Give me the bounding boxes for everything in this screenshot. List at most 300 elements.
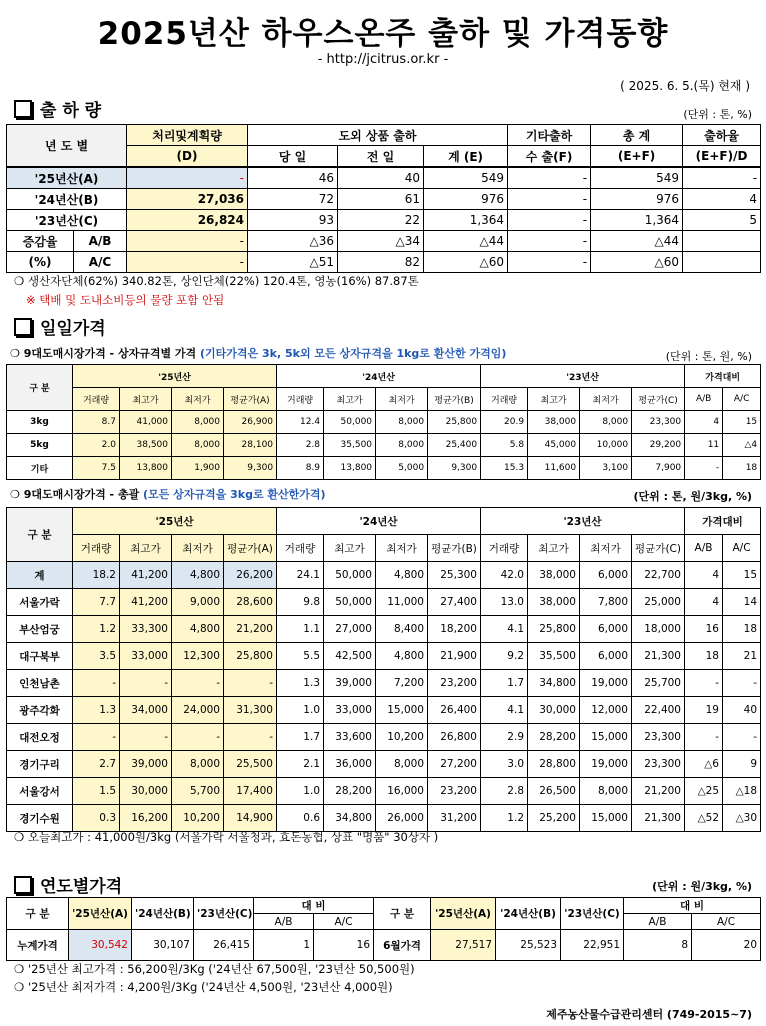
cell-value: 34,800 xyxy=(324,805,376,832)
cell-ac: 16 xyxy=(314,930,374,961)
cell-value: 25,300 xyxy=(428,562,481,589)
cell-total: △60 xyxy=(591,252,683,273)
cell-value: 19,000 xyxy=(580,670,632,697)
table-row xyxy=(7,589,761,616)
row-label: 서울가락 xyxy=(7,589,73,616)
cell-value: 50,000 xyxy=(324,411,376,434)
cell-value: 33,600 xyxy=(324,724,376,751)
cell-value: 11 xyxy=(685,434,723,457)
cell-value: 18.2 xyxy=(73,562,120,589)
row-label: 부산엄궁 xyxy=(7,616,73,643)
header-vol: 거래량 xyxy=(277,388,324,411)
cell-value: 1.7 xyxy=(481,670,528,697)
cell-export: - xyxy=(508,231,591,252)
header-min: 최저가 xyxy=(172,388,224,411)
header-avg: 평균가(B) xyxy=(428,388,481,411)
row-label: A/B xyxy=(74,231,127,252)
header-min: 최저가 xyxy=(172,535,224,562)
cell-value: 50,000 xyxy=(324,589,376,616)
row-label: 광주각화 xyxy=(7,697,73,724)
header-compare: 대 비 xyxy=(254,898,374,914)
table-row xyxy=(7,167,761,189)
cell-value: 8,000 xyxy=(376,751,428,778)
cell-value: 16,200 xyxy=(120,805,172,832)
row-label: 경기수원 xyxy=(7,805,73,832)
header-y23: '23년산 xyxy=(481,365,685,388)
cell-value: 24.1 xyxy=(277,562,324,589)
cell-value: 23,200 xyxy=(428,670,481,697)
row-label: 기타 xyxy=(7,457,73,480)
cell-value: 2.1 xyxy=(277,751,324,778)
cell-value: 9 xyxy=(723,751,761,778)
shipments-unit: (단위 : 톤, %) xyxy=(683,108,752,121)
table-row xyxy=(7,210,761,231)
cell-value: 1.3 xyxy=(73,697,120,724)
cell-value: 14 xyxy=(723,589,761,616)
header-ab: A/B xyxy=(254,914,314,930)
checkbox-square-icon xyxy=(14,318,32,336)
header-min: 최저가 xyxy=(580,388,632,411)
report-date: ( 2025. 6. 5.(목) 현재 ) xyxy=(620,79,750,93)
cell-b: 30,107 xyxy=(132,930,194,961)
cell-value: 4 xyxy=(685,589,723,616)
cell-value: 3.0 xyxy=(481,751,528,778)
cell-value: 25,700 xyxy=(632,670,685,697)
cell-sum: △60 xyxy=(424,252,508,273)
diff-label: 증감율 xyxy=(7,231,74,252)
table-row xyxy=(7,670,761,697)
table-row xyxy=(7,434,761,457)
header-max: 최고가 xyxy=(528,388,580,411)
daily-size-unit: (단위 : 톤, 원, %) xyxy=(665,350,752,363)
cell-value: 15,000 xyxy=(580,724,632,751)
cell-value: 7.5 xyxy=(73,457,120,480)
header-rate-sub: (E+F)/D xyxy=(683,146,761,168)
daily-note: ❍ 오늘최고가 : 41,000원/3kg (서울가락 서울청과, 효돈농협, 상표 "명품" 30상자 ) xyxy=(14,830,439,844)
cell-today: 93 xyxy=(248,210,338,231)
header-sum: 계 (E) xyxy=(424,146,508,168)
cell-value: - xyxy=(685,670,723,697)
header-y23: '23년산 xyxy=(481,508,685,535)
cell-sum: 549 xyxy=(424,167,508,189)
cell-c: 22,951 xyxy=(561,930,624,961)
row-label: 서울강서 xyxy=(7,778,73,805)
size-subtitle-note: (기타가격은 3k, 5k외 모든 상자규격을 1kg로 환산한 가격임) xyxy=(200,347,507,360)
cell-value: 5.5 xyxy=(277,643,324,670)
shipments-note: ❍ 생산자단체(62%) 340.82톤, 상인단체(22%) 120.4톤, 영농(16%) 87.87톤 xyxy=(14,274,419,288)
cell-value: 27,200 xyxy=(428,751,481,778)
header-gubun: 구 분 xyxy=(7,508,73,562)
header-min: 최저가 xyxy=(580,535,632,562)
cell-value: 1.1 xyxy=(277,616,324,643)
cell-value: 1.2 xyxy=(73,616,120,643)
cell-value: 13,800 xyxy=(120,457,172,480)
cell-prev: △34 xyxy=(338,231,424,252)
cell-value: 27,000 xyxy=(324,616,376,643)
cell-value: 15.3 xyxy=(481,457,528,480)
row-label: 대전오정 xyxy=(7,724,73,751)
cell-ab: 8 xyxy=(624,930,692,961)
header-a: '25년산(A) xyxy=(431,898,496,930)
cell-value: 26,900 xyxy=(224,411,277,434)
cell-value: 28,200 xyxy=(324,778,376,805)
cell-value: 39,000 xyxy=(120,751,172,778)
cell-value: 23,300 xyxy=(632,411,685,434)
cell-value: 6,000 xyxy=(580,562,632,589)
cell-value: 4.1 xyxy=(481,697,528,724)
cell-a: 30,542 xyxy=(69,930,132,961)
cell-value: 33,000 xyxy=(120,643,172,670)
table-row xyxy=(7,778,761,805)
cell-value: 21,200 xyxy=(632,778,685,805)
row-label: 3kg xyxy=(7,411,73,434)
cell-value: 11,600 xyxy=(528,457,580,480)
shipments-title-text: 출 하 량 xyxy=(40,101,102,121)
cell-value: 8,000 xyxy=(376,434,428,457)
cell-value: 23,300 xyxy=(632,724,685,751)
cell-plan: - xyxy=(127,231,248,252)
cell-value: 4 xyxy=(685,562,723,589)
header-total: 총 계 xyxy=(591,125,683,146)
diff-pct: (%) xyxy=(7,252,74,273)
table-row xyxy=(7,643,761,670)
cell-value: 16 xyxy=(685,616,723,643)
header-compare: 대 비 xyxy=(624,898,761,914)
table-row xyxy=(7,457,761,480)
cell-value: 12.4 xyxy=(277,411,324,434)
cell-value: 38,500 xyxy=(120,434,172,457)
yearly-note-min: ❍ '25년산 최저가격 : 4,200원/3Kg ('24년산 4,500원, '23년산 4,000원) xyxy=(14,980,393,994)
cell-value: 2.7 xyxy=(73,751,120,778)
cell-value: 23,200 xyxy=(428,778,481,805)
daily-market-subtitle xyxy=(10,486,326,502)
cell-value: 11,000 xyxy=(376,589,428,616)
cell-value: △25 xyxy=(685,778,723,805)
header-total-sub: (E+F) xyxy=(591,146,683,168)
header-min: 최저가 xyxy=(376,388,428,411)
table-row xyxy=(7,616,761,643)
cell-value: 8,000 xyxy=(172,411,224,434)
cell-value: 22,400 xyxy=(632,697,685,724)
size-price-table xyxy=(6,364,761,480)
shipments-warning: ※ 택배 및 도내소비등의 물량 포함 안됨 xyxy=(26,293,225,307)
header-today: 당 일 xyxy=(248,146,338,168)
cell-c: 26,415 xyxy=(194,930,254,961)
header-c: '23년산(C) xyxy=(561,898,624,930)
row-label: 대구북부 xyxy=(7,643,73,670)
cell-value: 29,200 xyxy=(632,434,685,457)
cell-value: 5,700 xyxy=(172,778,224,805)
daily-size-subtitle xyxy=(10,345,506,361)
cell-value: 1.5 xyxy=(73,778,120,805)
checkbox-square-icon xyxy=(14,876,32,894)
yearly-note-max: ❍ '25년산 최고가격 : 56,200원/3Kg ('24년산 67,500원, '23년산 50,500원) xyxy=(14,962,415,976)
header-a: '25년산(A) xyxy=(69,898,132,930)
table-row xyxy=(7,724,761,751)
yearly-price-table xyxy=(6,897,761,961)
cell-value: 28,600 xyxy=(224,589,277,616)
cell-a: 27,517 xyxy=(431,930,496,961)
cell-value: - xyxy=(224,724,277,751)
cell-value: 40 xyxy=(723,697,761,724)
cell-rate: 5 xyxy=(683,210,761,231)
cell-value: 50,000 xyxy=(324,562,376,589)
shipments-table xyxy=(6,124,761,273)
header-max: 최고가 xyxy=(120,388,172,411)
cell-value: 21 xyxy=(723,643,761,670)
row-label: '25년산(A) xyxy=(7,167,127,189)
header-compare: 가격대비 xyxy=(685,365,761,388)
header-gubun: 구 분 xyxy=(374,898,431,930)
header-y25: '25년산 xyxy=(73,365,277,388)
cell-total: 549 xyxy=(591,167,683,189)
cell-value: - xyxy=(723,670,761,697)
cell-value: 26,500 xyxy=(528,778,580,805)
cell-value: 3,100 xyxy=(580,457,632,480)
cell-value: 33,000 xyxy=(324,697,376,724)
header-max: 최고가 xyxy=(120,535,172,562)
cell-value: △52 xyxy=(685,805,723,832)
header-ac: A/C xyxy=(723,535,761,562)
market-subtitle-note: (모든 상자규격을 3kg로 환산한가격) xyxy=(143,488,326,501)
cell-value: 9,300 xyxy=(428,457,481,480)
cell-value: 31,200 xyxy=(428,805,481,832)
header-b: '24년산(B) xyxy=(132,898,194,930)
cell-value: 17,400 xyxy=(224,778,277,805)
cell-value: - xyxy=(723,724,761,751)
cell-value: 18 xyxy=(723,616,761,643)
cell-export: - xyxy=(508,252,591,273)
cell-value: 23,300 xyxy=(632,751,685,778)
cell-value: 0.3 xyxy=(73,805,120,832)
cell-value: 9,300 xyxy=(224,457,277,480)
cell-value: - xyxy=(120,670,172,697)
cell-value: - xyxy=(172,724,224,751)
cell-rate: - xyxy=(683,167,761,189)
cell-value: 25,000 xyxy=(632,589,685,616)
cell-value: 39,000 xyxy=(324,670,376,697)
header-y25: '25년산 xyxy=(73,508,277,535)
cell-rate xyxy=(683,252,761,273)
header-ab: A/B xyxy=(685,535,723,562)
cell-value: 8.9 xyxy=(277,457,324,480)
header-min: 최저가 xyxy=(376,535,428,562)
cell-value: 45,000 xyxy=(528,434,580,457)
size-subtitle-text: ❍ 9대도매시장가격 - 상자규격별 가격 xyxy=(10,347,197,360)
table-row xyxy=(7,252,761,273)
cell-value: 26,400 xyxy=(428,697,481,724)
cell-value: - xyxy=(120,724,172,751)
daily-market-unit: (단위 : 톤, 원/3kg, %) xyxy=(633,490,752,503)
cell-value: 38,000 xyxy=(528,589,580,616)
row-label: 5kg xyxy=(7,434,73,457)
cell-value: 25,800 xyxy=(428,411,481,434)
cell-value: 15,000 xyxy=(580,805,632,832)
cell-value: 18,000 xyxy=(632,616,685,643)
table-row xyxy=(7,562,761,589)
cell-value: - xyxy=(685,457,723,480)
cell-value: 6,000 xyxy=(580,616,632,643)
shipments-section-title xyxy=(14,96,101,121)
cell-value: 21,200 xyxy=(224,616,277,643)
cell-value: 16,000 xyxy=(376,778,428,805)
cell-value: 2.9 xyxy=(481,724,528,751)
header-gubun: 구 분 xyxy=(7,898,69,930)
cell-value: 38,000 xyxy=(528,562,580,589)
cell-value: 3.5 xyxy=(73,643,120,670)
cell-plan: - xyxy=(127,252,248,273)
cell-value: 36,000 xyxy=(324,751,376,778)
cell-value: 35,500 xyxy=(528,643,580,670)
page-title: 2025년산 하우스온주 출하 및 가격동향 xyxy=(97,16,669,52)
cell-value: 20.9 xyxy=(481,411,528,434)
header-max: 최고가 xyxy=(324,388,376,411)
header-vol: 거래량 xyxy=(73,535,120,562)
cell-today: △36 xyxy=(248,231,338,252)
cell-value: 4.1 xyxy=(481,616,528,643)
cell-value: 26,800 xyxy=(428,724,481,751)
footer-org: 제주농산물수급관리센터 (749-2015~7) xyxy=(546,1008,752,1021)
cell-value: 8,000 xyxy=(172,751,224,778)
header-plan-sub: (D) xyxy=(127,146,248,168)
cell-value: 15 xyxy=(723,411,761,434)
row-label: A/C xyxy=(74,252,127,273)
cell-value: 5,000 xyxy=(376,457,428,480)
cell-value: 9.2 xyxy=(481,643,528,670)
cell-ac: 20 xyxy=(692,930,761,961)
cell-value: 1.3 xyxy=(277,670,324,697)
cell-sum: △44 xyxy=(424,231,508,252)
header-y24: '24년산 xyxy=(277,508,481,535)
header-outer: 도외 상품 출하 xyxy=(248,125,508,146)
cell-value: △4 xyxy=(723,434,761,457)
cell-prev: 40 xyxy=(338,167,424,189)
cell-value: 34,000 xyxy=(120,697,172,724)
cell-value: 12,000 xyxy=(580,697,632,724)
table-row xyxy=(7,231,761,252)
row-label: 계 xyxy=(7,562,73,589)
cell-value: - xyxy=(224,670,277,697)
header-vol: 거래량 xyxy=(481,388,528,411)
cell-value: 41,200 xyxy=(120,589,172,616)
header-avg: 평균가(C) xyxy=(632,535,685,562)
cell-prev: 82 xyxy=(338,252,424,273)
cell-value: 2.0 xyxy=(73,434,120,457)
cell-value: 9,000 xyxy=(172,589,224,616)
cell-value: 9.8 xyxy=(277,589,324,616)
row-label-cumulative: 누계가격 xyxy=(7,930,69,961)
daily-title-text: 일일가격 xyxy=(40,319,106,339)
cell-value: 8,400 xyxy=(376,616,428,643)
table-row xyxy=(7,930,761,961)
cell-value: 31,300 xyxy=(224,697,277,724)
cell-value: 19,000 xyxy=(580,751,632,778)
header-export: 수 출(F) xyxy=(508,146,591,168)
cell-value: 33,300 xyxy=(120,616,172,643)
cell-value: 30,000 xyxy=(528,697,580,724)
cell-b: 25,523 xyxy=(496,930,561,961)
cell-value: 7,200 xyxy=(376,670,428,697)
row-label: '24년산(B) xyxy=(7,189,127,210)
cell-value: 4,800 xyxy=(172,616,224,643)
header-max: 최고가 xyxy=(324,535,376,562)
table-row xyxy=(7,805,761,832)
table-row xyxy=(7,751,761,778)
cell-value: 25,400 xyxy=(428,434,481,457)
cell-value: 25,500 xyxy=(224,751,277,778)
cell-value: 26,000 xyxy=(376,805,428,832)
cell-value: 19 xyxy=(685,697,723,724)
header-other: 기타출하 xyxy=(508,125,591,146)
cell-export: - xyxy=(508,167,591,189)
row-label-month: 6월가격 xyxy=(374,930,431,961)
cell-plan: 26,824 xyxy=(127,210,248,231)
cell-value: 18,200 xyxy=(428,616,481,643)
row-label: 인천남촌 xyxy=(7,670,73,697)
cell-prev: 61 xyxy=(338,189,424,210)
header-ac: A/C xyxy=(692,914,761,930)
cell-value: 13.0 xyxy=(481,589,528,616)
header-avg: 평균가(C) xyxy=(632,388,685,411)
header-avg: 평균가(B) xyxy=(428,535,481,562)
cell-ab: 1 xyxy=(254,930,314,961)
cell-rate: 4 xyxy=(683,189,761,210)
cell-value: 0.6 xyxy=(277,805,324,832)
table-row xyxy=(7,189,761,210)
market-price-table xyxy=(6,507,761,832)
header-b: '24년산(B) xyxy=(496,898,561,930)
header-vol: 거래량 xyxy=(481,535,528,562)
cell-value: 8,000 xyxy=(580,778,632,805)
header-y24: '24년산 xyxy=(277,365,481,388)
cell-value: 25,800 xyxy=(528,616,580,643)
cell-value: 8,000 xyxy=(172,434,224,457)
yearly-section-title xyxy=(14,872,122,897)
header-ac: A/C xyxy=(314,914,374,930)
header-avg: 평균가(A) xyxy=(224,535,277,562)
cell-value: 10,200 xyxy=(172,805,224,832)
cell-value: 1.0 xyxy=(277,778,324,805)
cell-today: 46 xyxy=(248,167,338,189)
cell-value: 2.8 xyxy=(277,434,324,457)
cell-value: - xyxy=(73,724,120,751)
header-max: 최고가 xyxy=(528,535,580,562)
cell-value: 22,700 xyxy=(632,562,685,589)
cell-export: - xyxy=(508,189,591,210)
site-url[interactable]: - http://jcitrus.or.kr - xyxy=(317,52,449,67)
cell-plan: - xyxy=(127,167,248,189)
cell-value: 1.2 xyxy=(481,805,528,832)
cell-value: 10,000 xyxy=(580,434,632,457)
cell-value: △30 xyxy=(723,805,761,832)
daily-section-title xyxy=(14,314,106,339)
row-label: 경기구리 xyxy=(7,751,73,778)
cell-prev: 22 xyxy=(338,210,424,231)
yearly-title-text: 연도별가격 xyxy=(40,877,123,897)
row-label: '23년산(C) xyxy=(7,210,127,231)
cell-sum: 976 xyxy=(424,189,508,210)
cell-rate xyxy=(683,231,761,252)
cell-value: 5.8 xyxy=(481,434,528,457)
cell-value: 41,200 xyxy=(120,562,172,589)
cell-value: 41,000 xyxy=(120,411,172,434)
header-gubun: 구 분 xyxy=(7,365,73,411)
cell-value: 21,900 xyxy=(428,643,481,670)
cell-value: 28,200 xyxy=(528,724,580,751)
cell-value: 4,800 xyxy=(376,643,428,670)
cell-value: 27,400 xyxy=(428,589,481,616)
cell-value: 34,800 xyxy=(528,670,580,697)
